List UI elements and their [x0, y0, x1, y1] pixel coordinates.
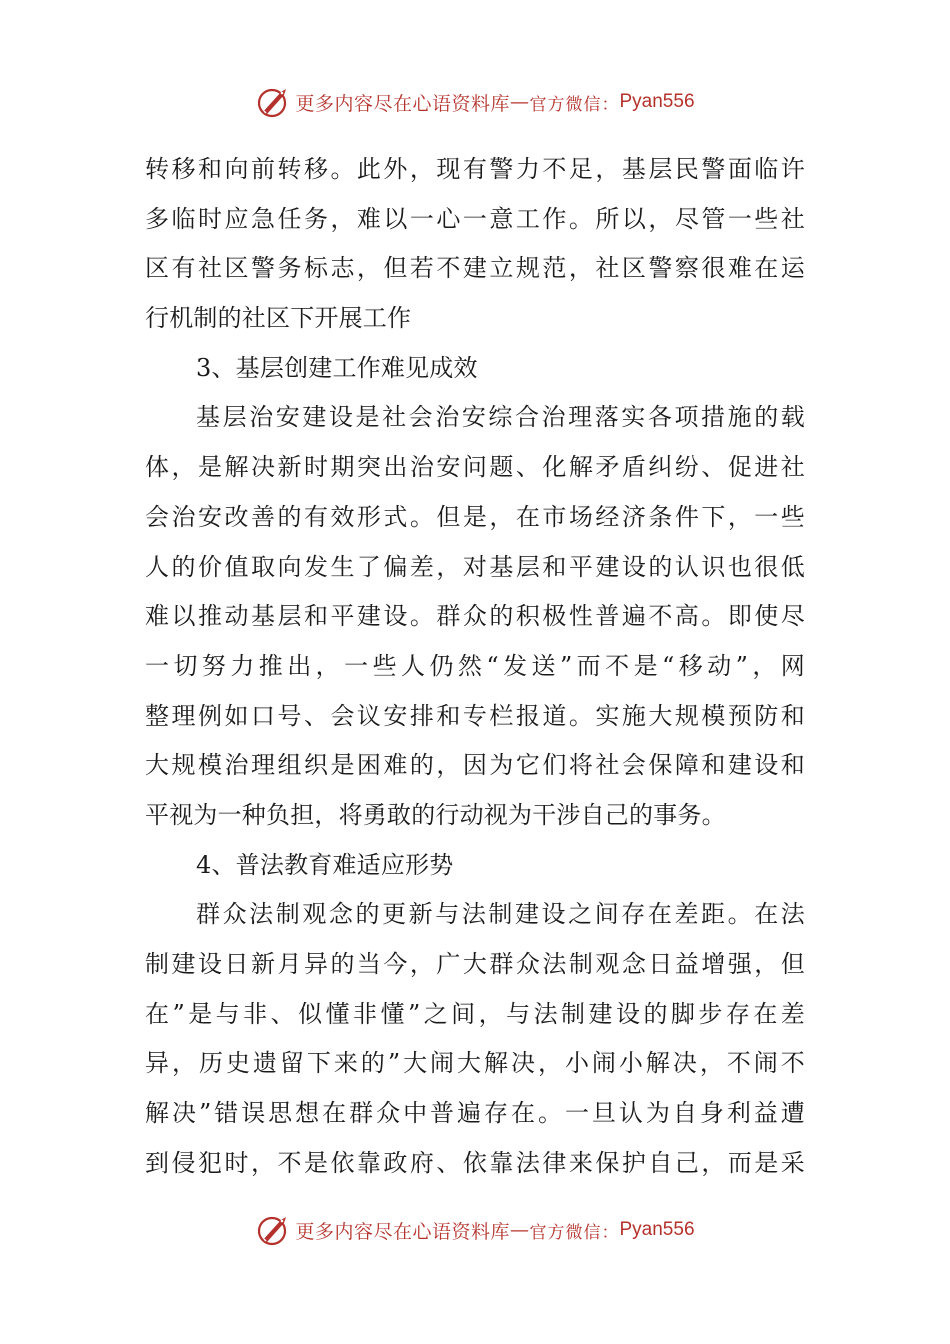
watermark-wechat-label: 官方微信： [529, 94, 620, 115]
text-line: 平视为一种负担，将勇敢的行动视为干涉自己的事务。 [145, 800, 726, 829]
text-line: 大规模治理组织是困难的，因为它们将社会保障和建设和 [145, 751, 805, 780]
section-heading: 4、普法教育难适应形势 [196, 850, 454, 879]
text-line: 基层治安建设是社会治安综合治理落实各项措施的载 [196, 403, 805, 432]
pen-nib-seal-icon [255, 84, 291, 120]
text-line: 行机制的社区下开展工作 [145, 304, 412, 333]
text-line: 难以推动基层和平建设。群众的积极性普遍不高。即使尽 [145, 602, 805, 631]
text-line: 到侵犯时，不是依靠政府、依靠法律来保护自己，而是采 [145, 1148, 805, 1177]
footer-watermark [0, 1208, 950, 1252]
text-line: 解决”错误思想在群众中普遍存在。一旦认为自身利益遭 [145, 1099, 805, 1128]
watermark-brand: 更多内容尽在心语资料库 [295, 92, 510, 115]
text-line: 人的价值取向发生了偏差，对基层和平建设的认识也很低 [145, 552, 805, 581]
watermark-wechat-label: 官方微信： [529, 1222, 620, 1243]
text-line: 转移和向前转移。此外，现有警力不足，基层民警面临许 [145, 155, 805, 183]
watermark-wechat-id: Pyan556 [619, 91, 695, 112]
watermark-dash: — [510, 91, 530, 113]
pen-nib-seal-icon [255, 1212, 291, 1248]
text-line: 群众法制观念的更新与法制建设之间存在差距。在法 [196, 900, 805, 929]
header-watermark [0, 80, 950, 124]
watermark-dash: — [510, 1219, 530, 1241]
text-line: 整理例如口号、会议安排和专栏报道。实施大规模预防和 [145, 701, 805, 730]
text-line: 制建设日新月异的当今，广大群众法制观念日益增强，但 [145, 950, 805, 978]
section-heading: 3、基层创建工作难见成效 [196, 353, 478, 382]
text-line: 多临时应急任务，难以一心一意工作。所以，尽管一些社 [145, 204, 805, 233]
text-line: 在”是与非、似懂非懂”之间，与法制建设的脚步存在差 [145, 999, 805, 1028]
text-line: 区有社区警务标志，但若不建立规范，社区警察很难在运 [145, 254, 805, 283]
text-line: 会治安改善的有效形式。但是，在市场经济条件下，一些 [145, 502, 805, 531]
text-line: 一切努力推出，一些人仍然“发送”而不是“移动”，网 [145, 651, 805, 680]
text-line: 体，是解决新时期突出治安问题、化解矛盾纠纷、促进社 [145, 453, 805, 482]
watermark-wechat-id: Pyan556 [619, 1219, 695, 1240]
text-line: 异，历史遗留下来的”大闹大解决，小闹小解决，不闹不 [145, 1049, 805, 1078]
watermark-brand: 更多内容尽在心语资料库 [295, 1220, 510, 1243]
document-body [145, 145, 805, 1188]
